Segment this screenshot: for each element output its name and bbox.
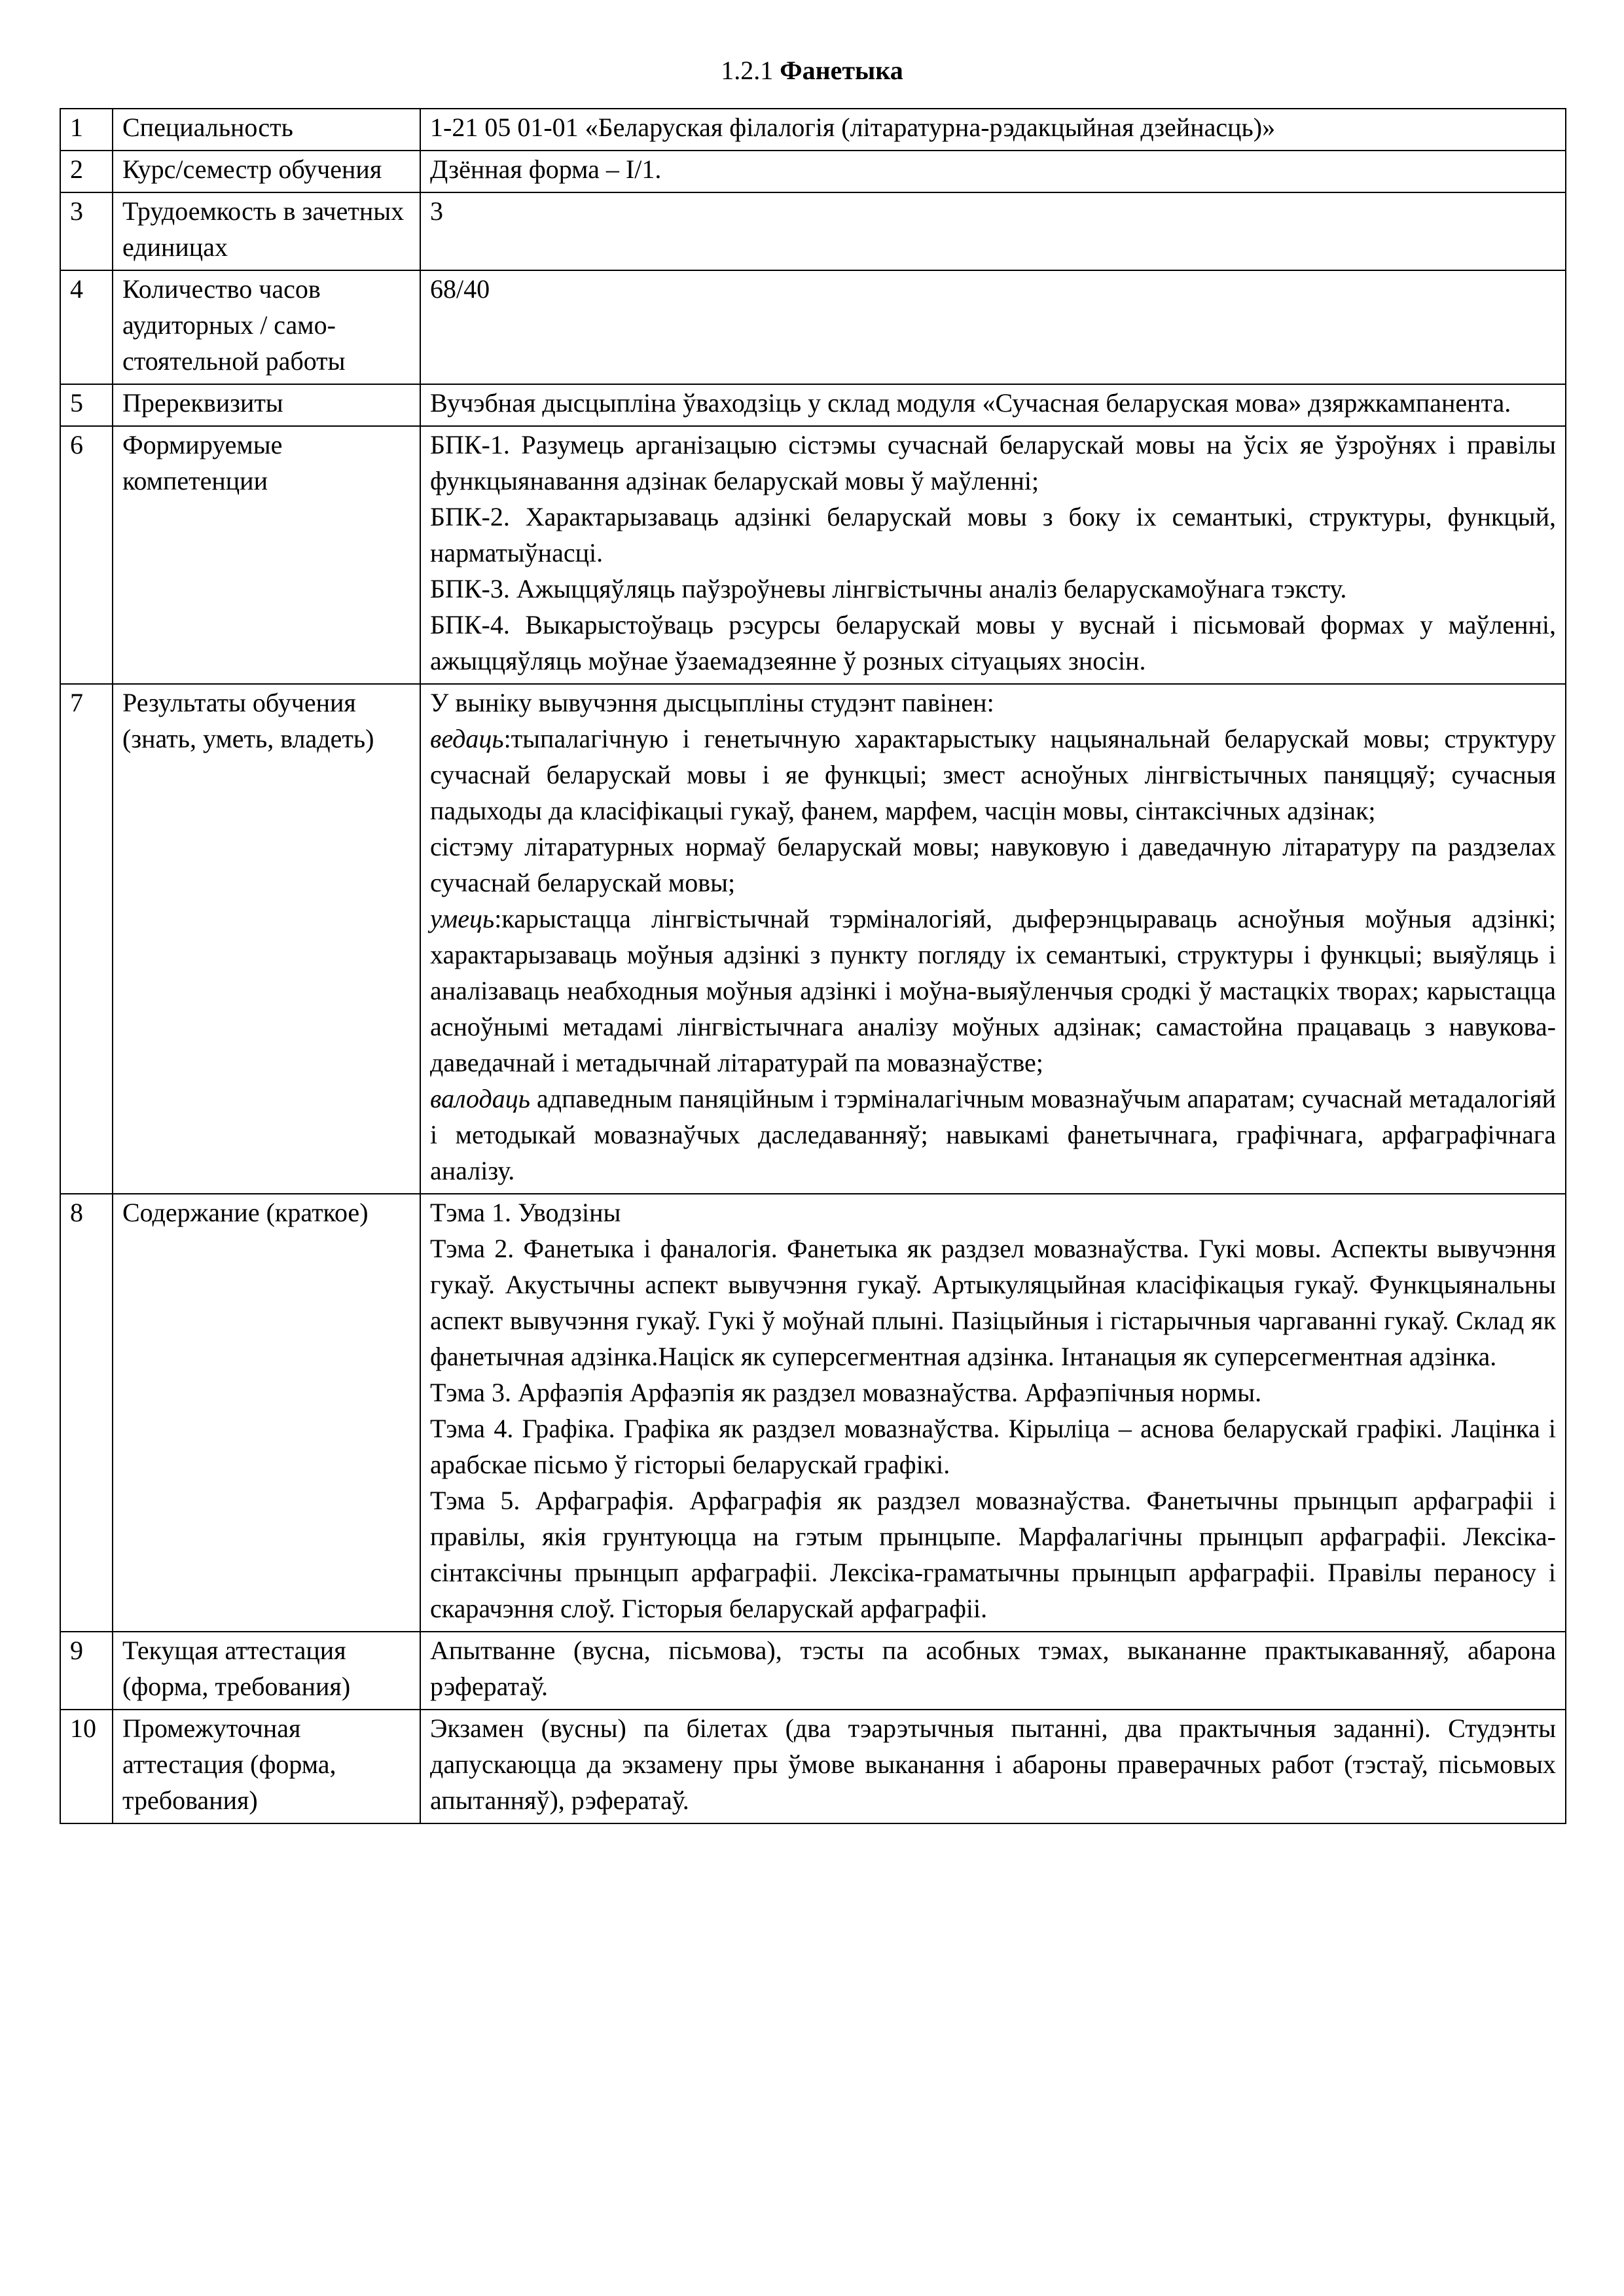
row-number: 5: [60, 384, 113, 426]
outcome-can-text: :карыстацца лінгвістычнай тэрміналогіяй, дыферэнцыраваць асноўныя моўныя адзінкі; характарызаваць моўныя адзінкі з пункту погляду іх семантыкі, структуры і функцыі; выяўляць і аналізаваць неабходныя моўныя адзінкі і моўна-выяўленчыя сродкі ў мастацкіх творах; карыстацца асноўнымі метадамі лінгвістычнага аналізу моўных адзінак; самастойна працаваць з навукова-даведачнай і метадычнай літаратурай па мовазнаўстве;: [430, 904, 1556, 1077]
outcome-can: [430, 901, 1556, 1081]
table-row-credits: [60, 192, 1566, 270]
outcome-can-term: умець: [430, 904, 495, 933]
row-number: 10: [60, 1710, 113, 1823]
row-value: [420, 684, 1566, 1194]
row-label: Количество часов аудиторных / само-стоятельной работы: [113, 270, 420, 384]
row-label: Результаты обучения (знать, уметь, владеть): [113, 684, 420, 1194]
table-row-content: [60, 1194, 1566, 1632]
outcome-know: [430, 721, 1556, 829]
outcome-know-continued: сістэму літаратурных нормаў беларускай мовы; навуковую і даведачную літаратуру па раздзелах сучаснай беларускай мовы;: [430, 832, 1556, 897]
competency-item: БПК-4. Выкарыстоўваць рэсурсы беларускай мовы у вуснай і пісьмовай формах у маўленні, ажыццяўляць моўнае ўзаемадзеянне ў розных сітуацыях зносін.: [430, 610, 1556, 675]
section-number: 1.2.1: [721, 56, 774, 85]
row-label: Пререквизиты: [113, 384, 420, 426]
row-number: 8: [60, 1194, 113, 1632]
row-label: Промежуточная аттестация (форма, требования): [113, 1710, 420, 1823]
row-value: [420, 426, 1566, 684]
row-number: 7: [60, 684, 113, 1194]
section-title: Фанетыка: [780, 56, 903, 85]
table-row-hours: [60, 270, 1566, 384]
row-value: Экзамен (вусны) па білетах (два тэарэтычныя пытанні, два практычныя заданні). Студэнты дапускаюцца да экзамену пры ўмове выканання і абароны праверачных работ (тэстаў, пісьмовых апытанняў), рэфератаў.: [420, 1710, 1566, 1823]
table-row-specialty: [60, 109, 1566, 151]
row-value: Апытванне (вусна, пісьмова), тэсты па асобных тэмах, выкананне практыкаванняў, абарона рэфератаў.: [420, 1632, 1566, 1710]
outcome-know-term: ведаць: [430, 724, 504, 753]
row-value: [420, 1194, 1566, 1632]
page-title: [0, 54, 1624, 88]
table-row-current-assessment: [60, 1632, 1566, 1710]
topic-item: Тэма 2. Фанетыка і фаналогія. Фанетыка як раздзел мовазнаўства. Гукі мовы. Аспекты вывучэння гукаў. Акустычны аспект вывучэння гукаў. Артыкуляцыйная класіфікацыя гукаў. Функцыянальны аспект вывучэння гукаў. Гукі ў моўнай плыні. Пазіцыйныя і гістарычныя чаргаванні гукаў. Склад як фанетычная адзінка.Націск як суперсегментная адзінка. Інтанацыя як суперсегментная адзінка.: [430, 1234, 1556, 1371]
outcome-own-text: адпаведным паняційным і тэрміналагічным мовазнаўчым апаратам; сучаснай метадалогіяй і методыкай мовазнаўчых даследаванняў; навыкамі фанетычнага, графічнага, арфаграфічнага аналізу.: [430, 1084, 1556, 1185]
topic-item: Тэма 3. Арфаэпія Арфаэпія як раздзел мовазнаўства. Арфаэпічныя нормы.: [430, 1378, 1262, 1407]
outcome-own: [430, 1081, 1556, 1189]
row-label: Содержание (краткое): [113, 1194, 420, 1632]
row-number: 9: [60, 1632, 113, 1710]
topic-item: Тэма 1. Уводзіны: [430, 1198, 621, 1227]
row-number: 3: [60, 192, 113, 270]
outcomes-intro: У выніку вывучэння дысцыпліны студэнт павінен:: [430, 688, 994, 717]
row-value: Дзённая форма – I/1.: [420, 151, 1566, 192]
row-label: Формируемые компетенции: [113, 426, 420, 684]
table-row-learning-outcomes: [60, 684, 1566, 1194]
row-value: 3: [420, 192, 1566, 270]
competency-item: БПК-2. Характарызаваць адзінкі беларускай мовы з боку іх семантыкі, структуры, функцый, нарматыўнасці.: [430, 502, 1556, 567]
row-value: 1-21 05 01-01 «Беларуская філалогія (літаратурна-рэдакцыйная дзейнасць)»: [420, 109, 1566, 151]
table-row-competencies: [60, 426, 1566, 684]
topic-item: Тэма 4. Графіка. Графіка як раздзел мовазнаўства. Кірыліца – аснова беларускай графікі. Лацінка і арабскае пісьмо ў гісторыі беларускай графікі.: [430, 1414, 1556, 1479]
row-label: Текущая аттестация (форма, требования): [113, 1632, 420, 1710]
competency-item: БПК-3. Ажыццяўляць паўзроўневы лінгвістычны аналіз беларускамоўнага тэксту.: [430, 574, 1347, 603]
row-number: 2: [60, 151, 113, 192]
table-row-prerequisites: [60, 384, 1566, 426]
outcome-own-term: валодаць: [430, 1084, 530, 1113]
row-number: 6: [60, 426, 113, 684]
competency-item: БПК-1. Разумець арганізацыю сістэмы сучаснай беларускай мовы на ўсіх яе ўзроўнях і правілы функцыянавання адзінак беларускай мовы ў маўленні;: [430, 430, 1556, 495]
row-label: Специальность: [113, 109, 420, 151]
syllabus-table: [60, 108, 1566, 1824]
row-value: 68/40: [420, 270, 1566, 384]
table-row-interim-assessment: [60, 1710, 1566, 1823]
row-number: 4: [60, 270, 113, 384]
table-row-course-semester: [60, 151, 1566, 192]
row-label: Курс/семестр обучения: [113, 151, 420, 192]
topic-item: Тэма 5. Арфаграфія. Арфаграфія як раздзел мовазнаўства. Фанетычны прынцып арфаграфіі і правілы, якія грунтуюцца на гэтым прынцыпе. Марфалагічны прынцып арфаграфіі. Лексіка-сінтаксічны прынцып арфаграфіі. Лексіка-граматычны прынцып арфаграфіі. Правілы пераносу і скарачэння слоў. Гісторыя беларускай арфаграфіі.: [430, 1486, 1556, 1623]
row-label: Трудоемкость в зачетных единицах: [113, 192, 420, 270]
row-value: Вучэбная дысцыпліна ўваходзіць у склад модуля «Сучасная беларуская мова» дзяржкампанента.: [420, 384, 1566, 426]
row-number: 1: [60, 109, 113, 151]
outcome-know-text: :тыпалагічную і генетычную характарыстыку нацыянальнай беларускай мовы; структуру сучаснай беларускай мовы і яе функцыі; змест асноўных лінгвістычных паняццяў; сучасныя падыходы да класіфікацыі гукаў, фанем, марфем, часцін мовы, сінтаксічных адзінак;: [430, 724, 1556, 825]
